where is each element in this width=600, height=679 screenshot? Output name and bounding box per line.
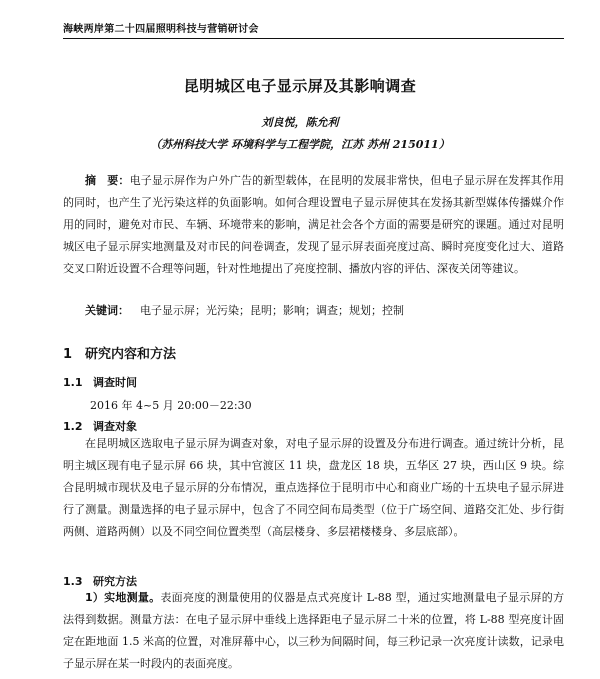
subsection-number: 1.1 xyxy=(63,376,83,389)
running-head: 海峡两岸第二十四届照明科技与营销研讨会 xyxy=(63,24,259,35)
affiliation: （苏州科技大学 环境科学与工程学院，江苏 苏州 215011） xyxy=(150,138,450,151)
subsection-title: 研究方法 xyxy=(93,575,137,588)
survey-object-paragraph: 在昆明城区选取电子显示屏为调查对象，对电子显示屏的设置及分布进行调查。通过统计分析，昆明主城区现有电子显示屏 66 块，其中官渡区 11 块，盘龙区 18 块，五华区 27 块，西山区 9 块。综合昆明城市现状及电子显示屏的分布情况，重点选择位于昆明市中心和商业广场的十五块电子显示屏进行了测量。测量选择的电子显示屏中，包含了不同空间布局类型（位于广场空间、道路交汇处、步行街两侧、道路两侧）以及不同空间位置类型（高层楼身、多层裙楼楼身、多层底部）。 xyxy=(63,437,564,538)
subsection-number: 1.2 xyxy=(63,420,83,433)
survey-time: 2016 年 4~5 月 20:00－22:30 xyxy=(90,399,252,412)
abstract-text: 电子显示屏作为户外广告的新型载体，在昆明的发展非常快，但电子显示屏在发挥其作用的同时，也产生了光污染这样的负面影响。如何合理设置电子显示屏使其在发扬其新型媒体传播媒介作用的同时，避免对市民、车辆、环境带来的影响，满足社会各个方面的需要是研究的课题。通过对昆明城区电子显示屏实地测量及对市民的问卷调查，发现了显示屏表面亮度过高、瞬时亮度变化过大、道路交叉口附近设置不合理等问题，针对性地提出了亮度控制、播放内容的评估、深夜关闭等建议。 xyxy=(63,174,565,275)
keywords-text: 电子显示屏；光污染；昆明；影响；调查；规划；控制 xyxy=(140,304,404,317)
keywords xyxy=(85,302,404,318)
abstract-label: 摘 要： xyxy=(85,174,130,187)
subsection-title: 调查对象 xyxy=(93,420,137,433)
subsection-title: 调查时间 xyxy=(93,376,137,389)
subsection-heading-1-2 xyxy=(63,418,137,434)
paper-title: 昆明城区电子显示屏及其影响调查 xyxy=(183,77,417,95)
method-paragraph xyxy=(63,587,564,675)
keywords-label: 关键词： xyxy=(85,304,129,317)
authors: 刘良悦，陈允利 xyxy=(261,116,339,129)
subsection-heading-1-1 xyxy=(63,374,137,390)
section-heading: 1 研究内容和方法 xyxy=(63,347,177,362)
header-rule xyxy=(63,38,564,39)
method-text: 表面亮度的测量使用的仪器是点式亮度计 L-88 型，通过实地测量电子显示屏的方法得到数据。测量方法：在电子显示屏中垂线上选择距电子显示屏二十米的位置，将 L-88 型亮度计固定在距地面 1.5 米高的位置，对准屏幕中心，以三秒为间隔时间，每三秒记录一次亮度计读数，记录电子显示屏在某一时段内的表面亮度。 xyxy=(63,591,564,670)
method-item-label: 1）实地测量。 xyxy=(85,591,161,604)
abstract xyxy=(63,170,564,280)
subsection-number: 1.3 xyxy=(63,575,83,588)
